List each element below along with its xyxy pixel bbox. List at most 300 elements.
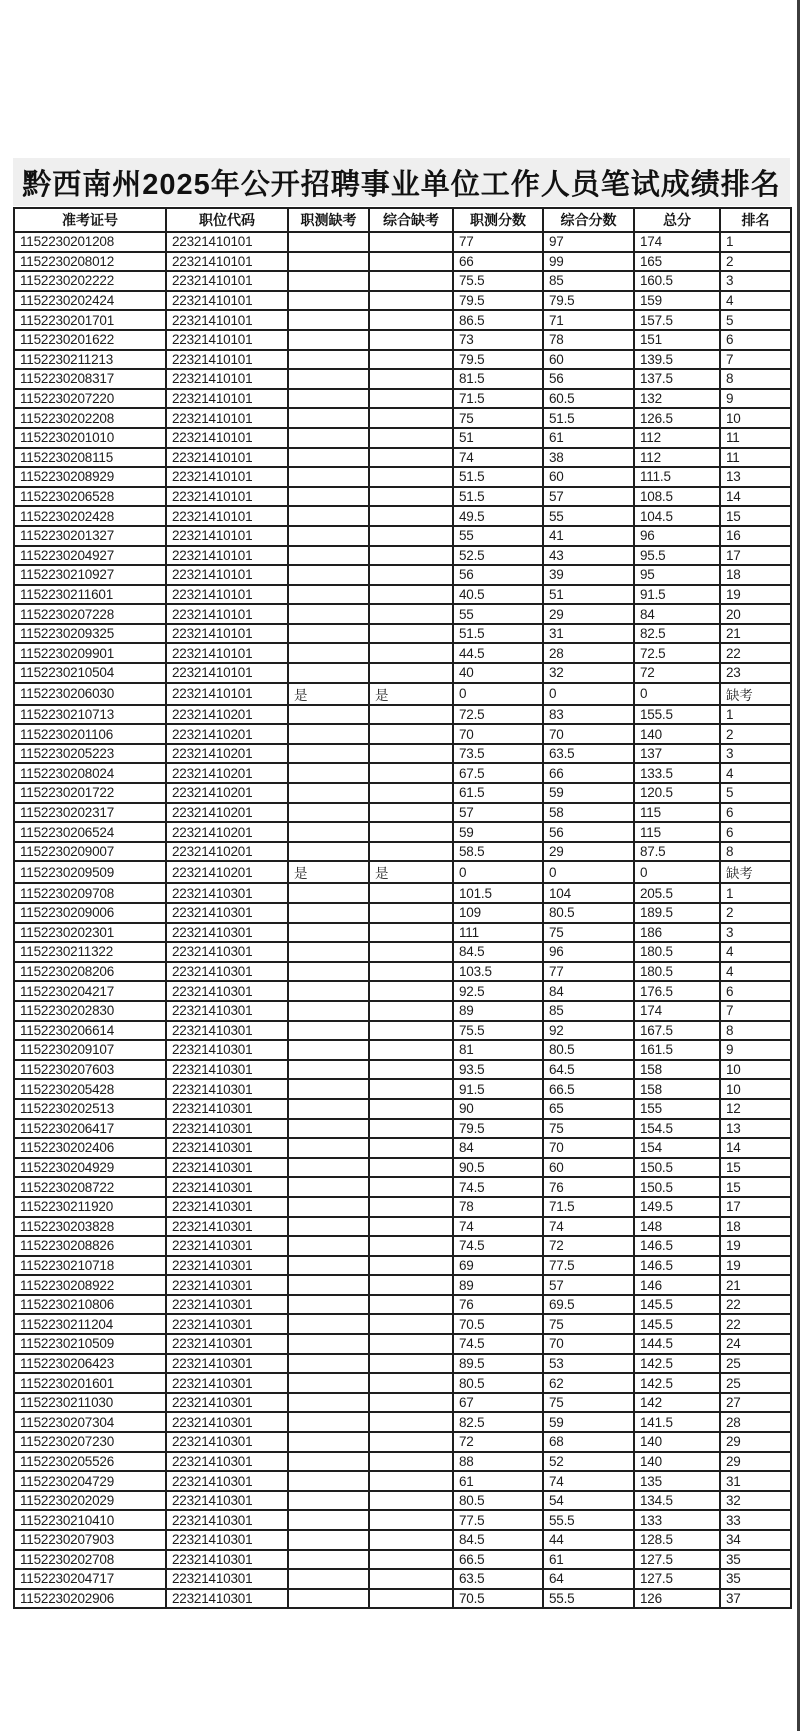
- cell-zonghe-absent: [369, 643, 453, 663]
- cell-position-code: 22321410201: [166, 822, 288, 842]
- cell-zonghe-absent: [369, 1256, 453, 1276]
- cell-zhice-score: 75: [453, 408, 543, 428]
- cell-zonghe-absent: [369, 1079, 453, 1099]
- cell-position-code: 22321410301: [166, 1275, 288, 1295]
- cell-zonghe-score: 70: [543, 1138, 634, 1158]
- cell-ticket-no: 1152230208012: [14, 252, 166, 272]
- cell-total-score: 189.5: [634, 903, 720, 923]
- cell-position-code: 22321410101: [166, 448, 288, 468]
- cell-position-code: 22321410101: [166, 232, 288, 252]
- cell-zonghe-score: 85: [543, 1001, 634, 1021]
- cell-position-code: 22321410301: [166, 1334, 288, 1354]
- cell-rank: 4: [720, 962, 791, 982]
- cell-position-code: 22321410101: [166, 428, 288, 448]
- cell-zonghe-score: 66.5: [543, 1079, 634, 1099]
- cell-zonghe-score: 72: [543, 1236, 634, 1256]
- cell-ticket-no: 1152230204927: [14, 546, 166, 566]
- cell-zonghe-absent: [369, 1099, 453, 1119]
- cell-zonghe-absent: [369, 1432, 453, 1452]
- cell-zhice-score: 79.5: [453, 291, 543, 311]
- cell-zhice-absent: [288, 705, 369, 725]
- cell-zonghe-score: 52: [543, 1452, 634, 1472]
- cell-zhice-absent: [288, 1138, 369, 1158]
- cell-total-score: 112: [634, 428, 720, 448]
- cell-position-code: 22321410201: [166, 803, 288, 823]
- cell-zonghe-absent: [369, 942, 453, 962]
- cell-zonghe-absent: [369, 1236, 453, 1256]
- table-row: [14, 1099, 791, 1119]
- cell-zhice-score: 55: [453, 604, 543, 624]
- cell-zhice-score: 77.5: [453, 1510, 543, 1530]
- cell-zonghe-score: 38: [543, 448, 634, 468]
- cell-zhice-score: 61.5: [453, 783, 543, 803]
- table-row: [14, 1314, 791, 1334]
- cell-zonghe-absent: [369, 903, 453, 923]
- cell-zhice-absent: [288, 1589, 369, 1609]
- cell-total-score: 146: [634, 1275, 720, 1295]
- cell-ticket-no: 1152230209007: [14, 842, 166, 862]
- cell-zhice-score: 55: [453, 526, 543, 546]
- cell-position-code: 22321410301: [166, 1589, 288, 1609]
- table-row: [14, 724, 791, 744]
- cell-rank: 2: [720, 252, 791, 272]
- cell-rank: 19: [720, 1256, 791, 1276]
- table-row: [14, 1471, 791, 1491]
- cell-zonghe-score: 60: [543, 467, 634, 487]
- cell-zhice-absent: [288, 1569, 369, 1589]
- cell-zonghe-score: 44: [543, 1530, 634, 1550]
- cell-total-score: 120.5: [634, 783, 720, 803]
- table-row: [14, 1393, 791, 1413]
- cell-ticket-no: 1152230205428: [14, 1079, 166, 1099]
- cell-zhice-absent: [288, 1197, 369, 1217]
- cell-rank: 1: [720, 705, 791, 725]
- cell-total-score: 159: [634, 291, 720, 311]
- cell-zonghe-score: 75: [543, 923, 634, 943]
- table-row: [14, 1217, 791, 1237]
- cell-zhice-score: 52.5: [453, 546, 543, 566]
- table-row: [14, 803, 791, 823]
- cell-rank: 25: [720, 1373, 791, 1393]
- table-row: [14, 604, 791, 624]
- cell-rank: 18: [720, 565, 791, 585]
- cell-total-score: 137.5: [634, 369, 720, 389]
- cell-zonghe-score: 39: [543, 565, 634, 585]
- cell-zonghe-absent: [369, 389, 453, 409]
- cell-zonghe-absent: [369, 822, 453, 842]
- cell-zonghe-score: 53: [543, 1354, 634, 1374]
- cell-position-code: 22321410101: [166, 389, 288, 409]
- cell-zhice-score: 91.5: [453, 1079, 543, 1099]
- cell-ticket-no: 1152230211601: [14, 585, 166, 605]
- cell-zhice-score: 75.5: [453, 271, 543, 291]
- cell-rank: 17: [720, 546, 791, 566]
- cell-total-score: 0: [634, 861, 720, 883]
- cell-zonghe-score: 99: [543, 252, 634, 272]
- cell-zhice-score: 70.5: [453, 1589, 543, 1609]
- table-row: [14, 291, 791, 311]
- cell-zhice-score: 74.5: [453, 1334, 543, 1354]
- table-row: [14, 1158, 791, 1178]
- cell-zhice-absent: 是: [288, 683, 369, 705]
- cell-rank: 6: [720, 822, 791, 842]
- cell-zonghe-score: 60.5: [543, 389, 634, 409]
- table-row: [14, 1510, 791, 1530]
- cell-position-code: 22321410301: [166, 1079, 288, 1099]
- cell-zhice-absent: [288, 1491, 369, 1511]
- cell-total-score: 167.5: [634, 1021, 720, 1041]
- table-row: [14, 763, 791, 783]
- cell-zhice-absent: [288, 962, 369, 982]
- table-row: [14, 1452, 791, 1472]
- cell-total-score: 111.5: [634, 467, 720, 487]
- cell-rank: 28: [720, 1412, 791, 1432]
- cell-zonghe-absent: [369, 1354, 453, 1374]
- cell-zhice-absent: [288, 428, 369, 448]
- cell-zonghe-score: 59: [543, 783, 634, 803]
- cell-zhice-score: 81.5: [453, 369, 543, 389]
- cell-zonghe-score: 96: [543, 942, 634, 962]
- column-header-rank: 排名: [720, 208, 791, 232]
- table-row: [14, 1550, 791, 1570]
- table-row: [14, 783, 791, 803]
- cell-ticket-no: 1152230202513: [14, 1099, 166, 1119]
- table-row: [14, 1079, 791, 1099]
- cell-zhice-absent: [288, 1314, 369, 1334]
- cell-position-code: 22321410101: [166, 624, 288, 644]
- table-row: [14, 408, 791, 428]
- cell-zhice-score: 84: [453, 1138, 543, 1158]
- cell-ticket-no: 1152230210509: [14, 1334, 166, 1354]
- cell-ticket-no: 1152230205223: [14, 744, 166, 764]
- cell-rank: 9: [720, 1040, 791, 1060]
- cell-zhice-score: 74: [453, 448, 543, 468]
- cell-total-score: 186: [634, 923, 720, 943]
- cell-ticket-no: 1152230208826: [14, 1236, 166, 1256]
- cell-zonghe-absent: [369, 408, 453, 428]
- cell-ticket-no: 1152230201601: [14, 1373, 166, 1393]
- cell-ticket-no: 1152230201327: [14, 526, 166, 546]
- cell-position-code: 22321410301: [166, 1471, 288, 1491]
- cell-zonghe-absent: [369, 487, 453, 507]
- cell-zonghe-score: 64: [543, 1569, 634, 1589]
- cell-zhice-score: 61: [453, 1471, 543, 1491]
- cell-zhice-absent: [288, 546, 369, 566]
- cell-position-code: 22321410301: [166, 903, 288, 923]
- cell-total-score: 137: [634, 744, 720, 764]
- cell-zhice-score: 49.5: [453, 506, 543, 526]
- cell-zonghe-score: 65: [543, 1099, 634, 1119]
- table-row: [14, 506, 791, 526]
- cell-total-score: 142.5: [634, 1373, 720, 1393]
- cell-zonghe-score: 54: [543, 1491, 634, 1511]
- table-row: [14, 923, 791, 943]
- table-row: [14, 428, 791, 448]
- cell-ticket-no: 1152230203828: [14, 1217, 166, 1237]
- cell-total-score: 127.5: [634, 1569, 720, 1589]
- cell-ticket-no: 1152230209325: [14, 624, 166, 644]
- cell-total-score: 82.5: [634, 624, 720, 644]
- cell-zonghe-absent: [369, 428, 453, 448]
- cell-position-code: 22321410301: [166, 1236, 288, 1256]
- cell-rank: 22: [720, 1295, 791, 1315]
- cell-zhice-absent: [288, 783, 369, 803]
- cell-zonghe-score: 66: [543, 763, 634, 783]
- cell-rank: 2: [720, 724, 791, 744]
- cell-zonghe-absent: [369, 291, 453, 311]
- cell-rank: 21: [720, 1275, 791, 1295]
- cell-rank: 15: [720, 1158, 791, 1178]
- cell-ticket-no: 1152230207228: [14, 604, 166, 624]
- cell-zonghe-score: 63.5: [543, 744, 634, 764]
- cell-position-code: 22321410301: [166, 962, 288, 982]
- cell-zhice-score: 82.5: [453, 1412, 543, 1432]
- cell-rank: 缺考: [720, 861, 791, 883]
- cell-position-code: 22321410101: [166, 683, 288, 705]
- cell-ticket-no: 1152230201622: [14, 330, 166, 350]
- cell-zhice-absent: [288, 330, 369, 350]
- cell-zhice-score: 56: [453, 565, 543, 585]
- cell-ticket-no: 1152230209901: [14, 643, 166, 663]
- cell-rank: 37: [720, 1589, 791, 1609]
- cell-zhice-score: 66.5: [453, 1550, 543, 1570]
- cell-total-score: 161.5: [634, 1040, 720, 1060]
- cell-ticket-no: 1152230202208: [14, 408, 166, 428]
- cell-position-code: 22321410301: [166, 1217, 288, 1237]
- cell-zonghe-absent: [369, 252, 453, 272]
- cell-zhice-absent: [288, 842, 369, 862]
- cell-zhice-score: 75.5: [453, 1021, 543, 1041]
- cell-total-score: 95.5: [634, 546, 720, 566]
- cell-total-score: 133: [634, 1510, 720, 1530]
- cell-ticket-no: 1152230206030: [14, 683, 166, 705]
- cell-zonghe-score: 58: [543, 803, 634, 823]
- table-row: [14, 1177, 791, 1197]
- cell-zhice-score: 71.5: [453, 389, 543, 409]
- cell-rank: 8: [720, 369, 791, 389]
- table-row: [14, 861, 791, 883]
- cell-zhice-score: 92.5: [453, 981, 543, 1001]
- cell-ticket-no: 1152230209708: [14, 883, 166, 903]
- cell-rank: 5: [720, 310, 791, 330]
- cell-position-code: 22321410301: [166, 1569, 288, 1589]
- cell-zhice-score: 67.5: [453, 763, 543, 783]
- cell-zhice-absent: [288, 1393, 369, 1413]
- cell-zhice-absent: [288, 232, 369, 252]
- cell-zhice-absent: [288, 1119, 369, 1139]
- cell-zhice-score: 89: [453, 1001, 543, 1021]
- cell-zhice-absent: [288, 822, 369, 842]
- cell-total-score: 0: [634, 683, 720, 705]
- table-row: [14, 683, 791, 705]
- cell-total-score: 104.5: [634, 506, 720, 526]
- cell-zhice-score: 0: [453, 683, 543, 705]
- cell-zhice-absent: [288, 467, 369, 487]
- cell-zhice-score: 88: [453, 1452, 543, 1472]
- cell-position-code: 22321410301: [166, 1001, 288, 1021]
- cell-zonghe-absent: [369, 981, 453, 1001]
- cell-ticket-no: 1152230208115: [14, 448, 166, 468]
- cell-total-score: 144.5: [634, 1334, 720, 1354]
- cell-zonghe-absent: [369, 1040, 453, 1060]
- cell-zonghe-score: 60: [543, 1158, 634, 1178]
- cell-ticket-no: 1152230210504: [14, 663, 166, 683]
- cell-zhice-score: 70: [453, 724, 543, 744]
- cell-zhice-score: 73: [453, 330, 543, 350]
- cell-rank: 25: [720, 1354, 791, 1374]
- cell-position-code: 22321410101: [166, 526, 288, 546]
- table-row: [14, 1295, 791, 1315]
- table-row: [14, 624, 791, 644]
- cell-zonghe-score: 78: [543, 330, 634, 350]
- cell-zhice-absent: [288, 1060, 369, 1080]
- cell-position-code: 22321410101: [166, 252, 288, 272]
- cell-rank: 13: [720, 467, 791, 487]
- cell-zonghe-absent: [369, 1550, 453, 1570]
- cell-rank: 18: [720, 1217, 791, 1237]
- cell-zonghe-absent: [369, 883, 453, 903]
- cell-rank: 6: [720, 803, 791, 823]
- cell-rank: 8: [720, 842, 791, 862]
- cell-rank: 14: [720, 1138, 791, 1158]
- cell-position-code: 22321410101: [166, 585, 288, 605]
- cell-ticket-no: 1152230204717: [14, 1569, 166, 1589]
- cell-zonghe-absent: [369, 1275, 453, 1295]
- cell-zhice-score: 51.5: [453, 467, 543, 487]
- cell-position-code: 22321410301: [166, 1099, 288, 1119]
- cell-position-code: 22321410301: [166, 981, 288, 1001]
- cell-zonghe-score: 70: [543, 724, 634, 744]
- cell-zonghe-score: 75: [543, 1314, 634, 1334]
- cell-rank: 3: [720, 923, 791, 943]
- cell-zhice-absent: [288, 526, 369, 546]
- cell-ticket-no: 1152230211204: [14, 1314, 166, 1334]
- cell-ticket-no: 1152230206614: [14, 1021, 166, 1041]
- cell-position-code: 22321410301: [166, 1295, 288, 1315]
- cell-position-code: 22321410301: [166, 1354, 288, 1374]
- cell-zonghe-score: 41: [543, 526, 634, 546]
- cell-total-score: 126: [634, 1589, 720, 1609]
- cell-zonghe-absent: [369, 1334, 453, 1354]
- cell-zonghe-absent: [369, 1060, 453, 1080]
- cell-total-score: 95: [634, 565, 720, 585]
- cell-zonghe-score: 56: [543, 369, 634, 389]
- cell-position-code: 22321410101: [166, 663, 288, 683]
- cell-zhice-score: 63.5: [453, 1569, 543, 1589]
- cell-ticket-no: 1152230202428: [14, 506, 166, 526]
- table-row: [14, 1373, 791, 1393]
- cell-total-score: 154: [634, 1138, 720, 1158]
- cell-rank: 1: [720, 883, 791, 903]
- cell-rank: 6: [720, 981, 791, 1001]
- cell-total-score: 157.5: [634, 310, 720, 330]
- table-row: [14, 663, 791, 683]
- cell-zonghe-score: 71: [543, 310, 634, 330]
- cell-rank: 27: [720, 1393, 791, 1413]
- cell-position-code: 22321410101: [166, 546, 288, 566]
- cell-rank: 14: [720, 487, 791, 507]
- column-header-zonghe-score: 综合分数: [543, 208, 634, 232]
- cell-position-code: 22321410201: [166, 724, 288, 744]
- cell-zhice-absent: [288, 1040, 369, 1060]
- cell-zonghe-score: 74: [543, 1217, 634, 1237]
- cell-zonghe-score: 71.5: [543, 1197, 634, 1217]
- cell-total-score: 174: [634, 232, 720, 252]
- cell-zonghe-absent: [369, 467, 453, 487]
- cell-ticket-no: 1152230202317: [14, 803, 166, 823]
- cell-total-score: 115: [634, 822, 720, 842]
- cell-zonghe-absent: [369, 350, 453, 370]
- cell-zhice-absent: [288, 585, 369, 605]
- cell-zhice-absent: [288, 883, 369, 903]
- cell-position-code: 22321410101: [166, 330, 288, 350]
- cell-zhice-absent: [288, 1373, 369, 1393]
- cell-total-score: 140: [634, 724, 720, 744]
- cell-zonghe-absent: [369, 923, 453, 943]
- cell-zonghe-score: 85: [543, 271, 634, 291]
- table-header-row: [14, 208, 791, 232]
- cell-zhice-score: 73.5: [453, 744, 543, 764]
- cell-zonghe-absent: [369, 1510, 453, 1530]
- cell-zonghe-absent: [369, 744, 453, 764]
- cell-zhice-absent: [288, 643, 369, 663]
- cell-zhice-absent: [288, 1452, 369, 1472]
- cell-zonghe-absent: [369, 1589, 453, 1609]
- cell-zhice-absent: [288, 803, 369, 823]
- cell-total-score: 108.5: [634, 487, 720, 507]
- cell-position-code: 22321410101: [166, 506, 288, 526]
- cell-ticket-no: 1152230211322: [14, 942, 166, 962]
- cell-zhice-score: 80.5: [453, 1491, 543, 1511]
- cell-zonghe-score: 84: [543, 981, 634, 1001]
- cell-zonghe-absent: [369, 526, 453, 546]
- cell-zhice-absent: [288, 565, 369, 585]
- cell-zhice-absent: [288, 1354, 369, 1374]
- page-title: 黔西南州2025年公开招聘事业单位工作人员笔试成绩排名: [13, 158, 790, 206]
- cell-rank: 11: [720, 428, 791, 448]
- cell-position-code: 22321410301: [166, 1530, 288, 1550]
- cell-ticket-no: 1152230202301: [14, 923, 166, 943]
- cell-zonghe-score: 61: [543, 428, 634, 448]
- cell-zhice-absent: [288, 1510, 369, 1530]
- cell-zhice-absent: [288, 903, 369, 923]
- cell-position-code: 22321410301: [166, 1491, 288, 1511]
- cell-total-score: 87.5: [634, 842, 720, 862]
- cell-ticket-no: 1152230206423: [14, 1354, 166, 1374]
- cell-ticket-no: 1152230208317: [14, 369, 166, 389]
- cell-zonghe-absent: [369, 1373, 453, 1393]
- cell-rank: 4: [720, 763, 791, 783]
- cell-zhice-absent: [288, 487, 369, 507]
- cell-zhice-score: 90: [453, 1099, 543, 1119]
- cell-zonghe-score: 76: [543, 1177, 634, 1197]
- cell-rank: 13: [720, 1119, 791, 1139]
- cell-zonghe-score: 62: [543, 1373, 634, 1393]
- cell-zonghe-absent: [369, 1471, 453, 1491]
- cell-total-score: 140: [634, 1432, 720, 1452]
- cell-total-score: 155: [634, 1099, 720, 1119]
- cell-zhice-score: 74: [453, 1217, 543, 1237]
- cell-total-score: 141.5: [634, 1412, 720, 1432]
- cell-zonghe-absent: [369, 310, 453, 330]
- cell-zonghe-score: 51.5: [543, 408, 634, 428]
- cell-ticket-no: 1152230210927: [14, 565, 166, 585]
- cell-rank: 3: [720, 271, 791, 291]
- cell-ticket-no: 1152230210806: [14, 1295, 166, 1315]
- column-header-zhice-absent: 职测缺考: [288, 208, 369, 232]
- table-row: [14, 546, 791, 566]
- cell-position-code: 22321410201: [166, 705, 288, 725]
